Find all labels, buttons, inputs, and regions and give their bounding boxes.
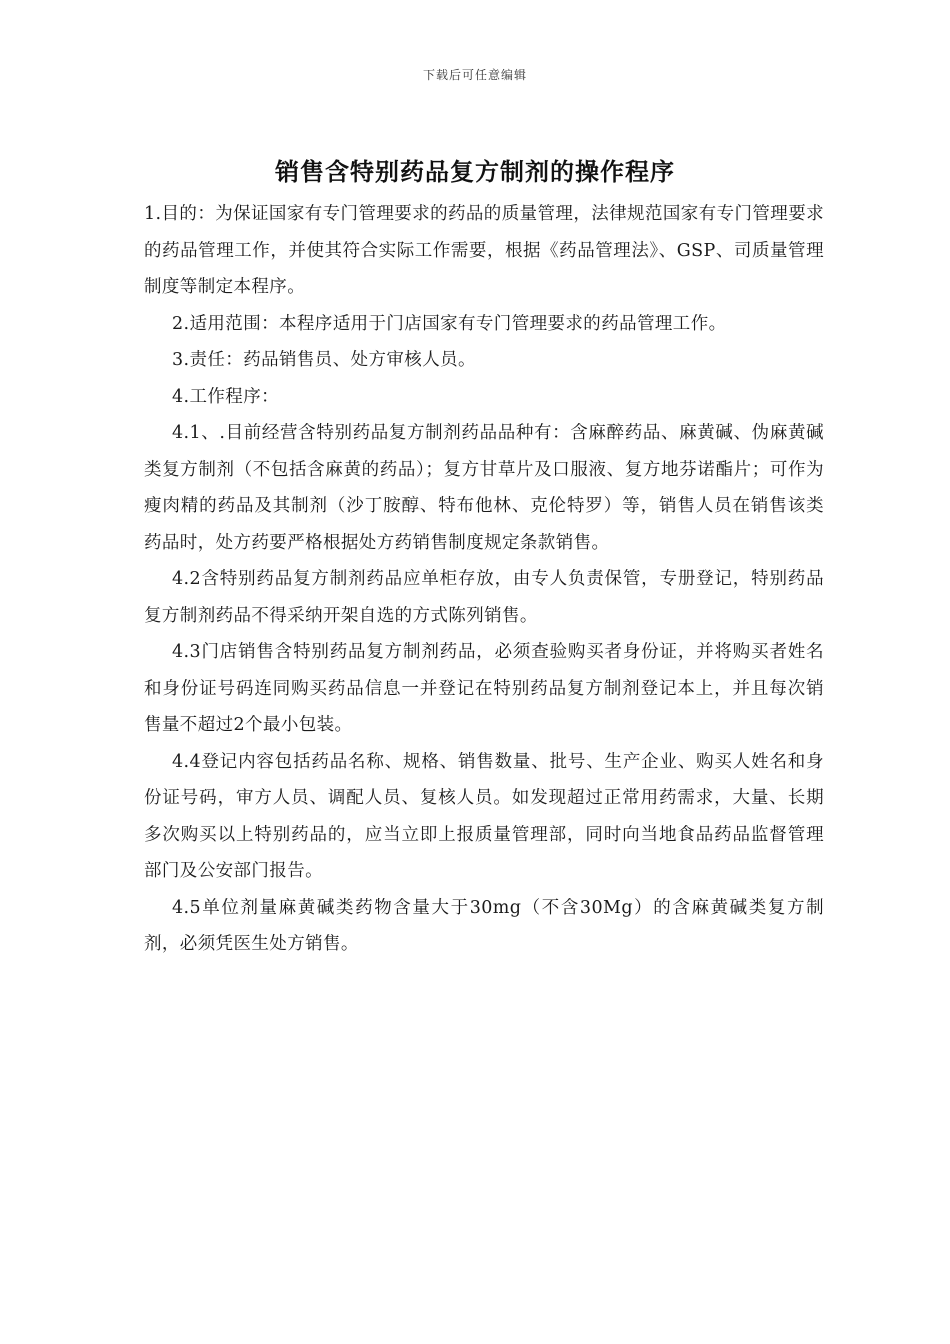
paragraph-procedure-4-4: 4.4登记内容包括药品名称、规格、销售数量、批号、生产企业、购买人姓名和身份证号码，审方人员、调配人员、复核人员。如发现超过正常用药需求，大量、长期多次购买以上特别药品的，应当立即上报质量管理部，同时向当地食品药品监督管理部门及公安部门报告。 — [144, 751, 824, 881]
header-note: 下载后可任意编辑 — [422, 68, 527, 82]
paragraph-scope: 2.适用范围：本程序适用于门店国家有专门管理要求的药品管理工作。 — [172, 313, 727, 334]
document-title: 销售含特别药品复方制剂的操作程序 — [275, 158, 675, 186]
document-body — [144, 196, 824, 963]
paragraph-procedure-4-1: 4.1、.目前经营含特别药品复方制剂药品品种有：含麻醉药品、麻黄碱、伪麻黄碱类复方制剂（不包括含麻黄的药品）；复方甘草片及口服液、复方地芬诺酯片；可作为瘦肉精的药品及其制剂（沙丁胺醇、特布他林、克伦特罗）等，销售人员在销售该类药品时，处方药要严格根据处方药销售制度规定条款销售。 — [144, 423, 824, 553]
paragraph-procedure-4-2: 4.2含特别药品复方制剂药品应单柜存放，由专人负责保管，专册登记，特别药品复方制剂药品不得采纳开架自选的方式陈列销售。 — [144, 569, 824, 626]
paragraph-procedure-4-5: 4.5单位剂量麻黄碱类药物含量大于30mg（不含30Mg）的含麻黄碱类复方制剂，必须凭医生处方销售。 — [144, 897, 824, 954]
paragraph-procedure-4-3: 4.3门店销售含特别药品复方制剂药品，必须查验购买者身份证，并将购买者姓名和身份证号码连同购买药品信息一并登记在特别药品复方制剂登记本上，并且每次销售量不超过2个最小包装。 — [144, 642, 824, 735]
paragraph-responsibility: 3.责任：药品销售员、处方审核人员。 — [172, 350, 476, 370]
paragraph-purpose: 1.目的：为保证国家有专门管理要求的药品的质量管理，法律规范国家有专门管理要求的药品管理工作，并使其符合实际工作需要，根据《药品管理法》、GSP、司质量管理制度等制定本程序。 — [144, 204, 824, 297]
paragraph-procedure-heading: 4.工作程序： — [172, 386, 279, 407]
